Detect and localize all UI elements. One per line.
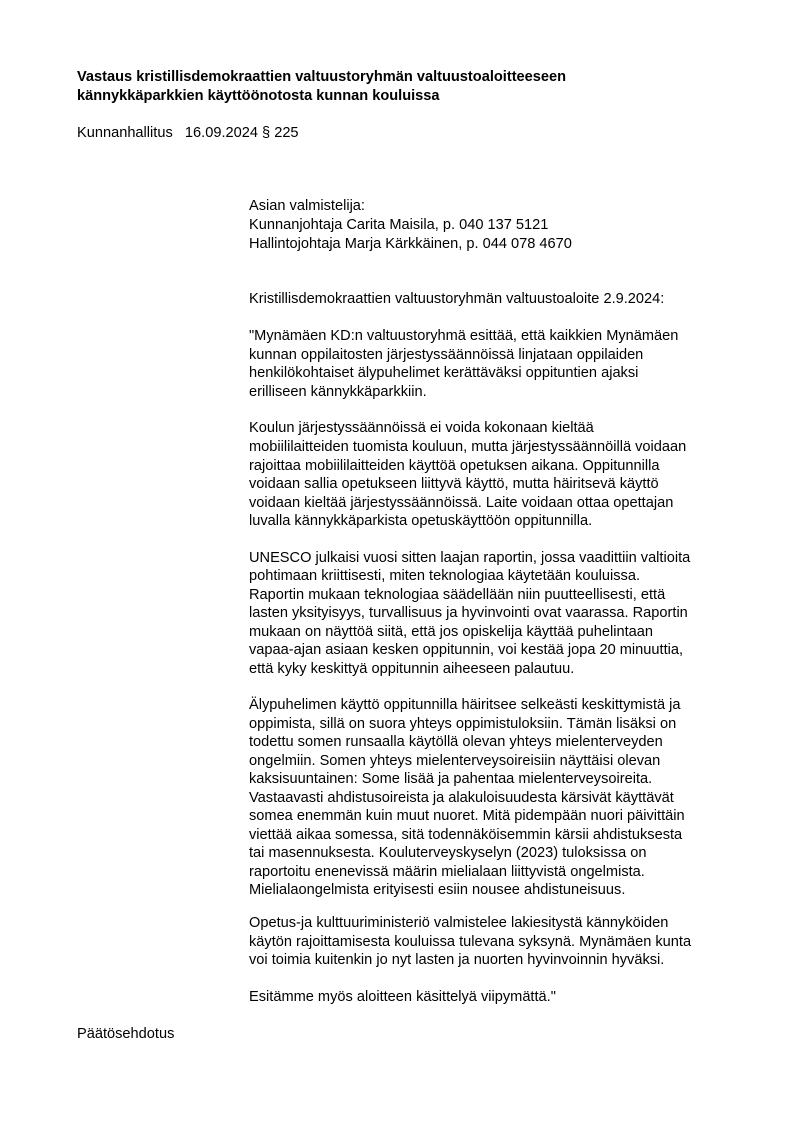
paragraph-line: lasten yksityisyys, turvallisuus ja hyvinvointi ovat vaarassa. Raportin xyxy=(249,605,688,621)
paragraph-line: viettää aikaa somessa, sitä todennäköisemmin kärsii ahdistuksesta xyxy=(249,827,683,843)
paragraph-line: vapaa-ajan asiaan kesken oppitunnin, voi kestää jopa 20 minuuttia, xyxy=(249,642,684,658)
paragraph-line: Opetus-ja kulttuuriministeriö valmistelee lakiesitystä kännyköiden xyxy=(249,915,669,931)
paragraph-line: raportoitu enenevissä määrin mielialaan liittyvistä ongelmista. xyxy=(249,864,645,880)
paragraph-line: Raportin mukaan teknologiaa säädellään niin puutteellisesti, että xyxy=(249,587,666,603)
paragraph-line: ongelmiin. Somen yhteys mielenterveysoireisiin näyttäisi olevan xyxy=(249,753,661,769)
paragraph-line: voidaan sallia opetukseen liittyvä käyttö, mutta häiritsevä käyttö xyxy=(249,476,659,492)
document-title xyxy=(77,68,566,106)
paragraph-line: että kyky keskittyä oppitunnin aiheeseen palautuu. xyxy=(249,661,575,677)
paragraph-line: todettu somen runsaalla käytöllä olevan yhteys mielenterveyden xyxy=(249,734,663,750)
meeting-reference xyxy=(77,124,299,143)
paragraph-line: Mielialaongelmista erityisesti esiin nousee ahdistuneisuus. xyxy=(249,882,626,898)
paragraph-line: Vastaavasti ahdistusoireista ja alakuloisuudesta kärsivät käyttävät xyxy=(249,790,674,806)
initiative-heading: Kristillisdemokraattien valtuustoryhmän valtuustoaloite 2.9.2024: xyxy=(249,291,665,307)
paragraph-line: mukaan on näyttöä siitä, että jos opiskelija käyttää puhelintaan xyxy=(249,624,654,640)
preparers-label: Asian valmistelija: xyxy=(249,198,365,214)
paragraph-line: Esitämme myös aloitteen käsittelyä viipymättä." xyxy=(249,989,556,1005)
paragraph-line: oppimista, sillä on suora yhteys oppimistuloksiin. Tämän lisäksi on xyxy=(249,716,677,732)
paragraph-line: mobiililaitteiden tuomista kouluun, mutta järjestyssäännöillä voidaan xyxy=(249,439,687,455)
preparer-person: Hallintojohtaja Marja Kärkkäinen, p. 044 078 4670 xyxy=(249,236,572,252)
paragraph-line: "Mynämäen KD:n valtuustoryhmä esittää, että kaikkien Mynämäen xyxy=(249,328,679,344)
title-line: kännykkäparkkien käyttöönotosta kunnan kouluissa xyxy=(77,88,440,104)
paragraph-line: voi toimia kuitenkin jo nyt lasten ja nuorten hyvinvoinnin hyväksi. xyxy=(249,952,665,968)
meeting-body: Kunnanhallitus xyxy=(77,125,173,141)
paragraph-line: kaksisuuntainen: Some lisää ja pahentaa mielenterveysoireita. xyxy=(249,771,653,787)
paragraph-line: voidaan kieltää järjestyssäännöissä. Laite voidaan ottaa opettajan xyxy=(249,495,674,511)
paragraph-line: luvalla kännykkäparkista opetuskäyttöön oppitunnilla. xyxy=(249,513,593,529)
paragraph-line: tai masennuksesta. Kouluterveyskyselyn (2023) tuloksissa on xyxy=(249,845,647,861)
paragraph-line: henkilökohtaiset älypuhelimet kerättäväksi oppituntien ajaksi xyxy=(249,365,639,381)
paragraph-line: pohtimaan kriittisesti, miten teknologiaa käytetään kouluissa. xyxy=(249,568,640,584)
paragraph-line: erilliseen kännykkäparkkiin. xyxy=(249,384,427,400)
preparer-person: Kunnanjohtaja Carita Maisila, p. 040 137 5121 xyxy=(249,217,549,233)
title-line: Vastaus kristillisdemokraattien valtuustoryhmän valtuustoaloitteeseen xyxy=(77,69,567,85)
meeting-section: § 225 xyxy=(262,125,299,141)
paragraph-line: käytön rajoittamisesta kouluissa tulevana syksynä. Mynämäen kunta xyxy=(249,934,692,950)
decision-proposal-heading: Päätösehdotus xyxy=(77,1026,175,1042)
meeting-date: 16.09.2024 xyxy=(184,125,258,141)
paragraph-line: kunnan oppilaitosten järjestyssäännöissä linjataan oppilaiden xyxy=(249,347,644,363)
paragraph-line: rajoittaa mobiililaitteiden käyttöä opetuksen aikana. Oppitunnilla xyxy=(249,458,660,474)
paragraph-line: UNESCO julkaisi vuosi sitten laajan raportin, jossa vaadittiin valtioita xyxy=(249,550,691,566)
paragraph-line: Koulun järjestyssäännöissä ei voida kokonaan kieltää xyxy=(249,420,594,436)
paragraph-line: somea enemmän kuin muut nuoret. Mitä pidempään nuori päivittäin xyxy=(249,808,685,824)
paragraph-line: Älypuhelimen käyttö oppitunnilla häiritsee selkeästi keskittymistä ja xyxy=(249,697,681,713)
